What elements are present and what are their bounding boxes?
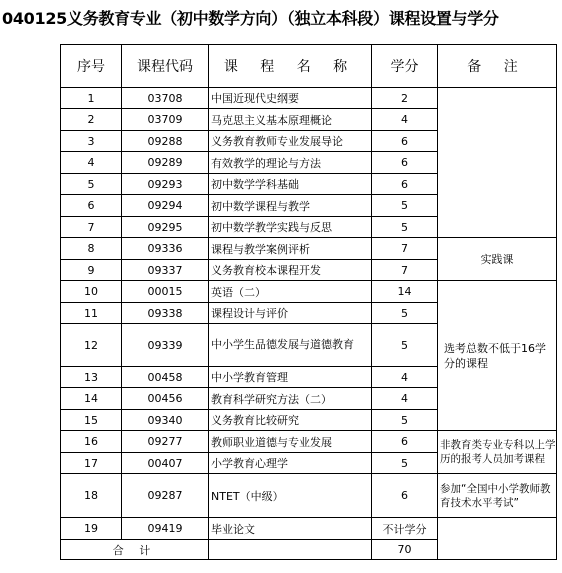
table-row: [61, 474, 557, 518]
cell-name: 中国近现代史纲要: [209, 88, 372, 109]
cell-credit: 不计学分: [372, 518, 438, 540]
cell-credit: 6: [372, 131, 438, 152]
cell-code: 09288: [122, 131, 209, 152]
cell-seq: 2: [61, 109, 122, 131]
cell-seq: 9: [61, 260, 122, 281]
cell-seq: 17: [61, 453, 122, 474]
cell-code: 09338: [122, 303, 209, 324]
header-credit: 学分: [372, 45, 438, 88]
cell-code: 09336: [122, 238, 209, 260]
cell-credit: 5: [372, 303, 438, 324]
cell-credit: 4: [372, 388, 438, 410]
cell-seq: 1: [61, 88, 122, 109]
header-seq: 序号: [61, 45, 122, 88]
cell-credit: 6: [372, 174, 438, 195]
cell-code: 09295: [122, 217, 209, 238]
cell-credit: 7: [372, 238, 438, 260]
cell-seq: 10: [61, 281, 122, 303]
cell-credit: 5: [372, 195, 438, 217]
cell-seq: 13: [61, 367, 122, 388]
cell-credit: 5: [372, 324, 438, 367]
cell-code: 03709: [122, 109, 209, 131]
cell-name: 马克思主义基本原理概论: [209, 109, 372, 131]
header-remark: 备 注: [438, 45, 557, 88]
cell-credit: 4: [372, 109, 438, 131]
cell-credit: 6: [372, 474, 438, 518]
header-code: 课程代码: [122, 45, 209, 88]
cell-name: 课程设计与评价: [209, 303, 372, 324]
cell-name: 初中数学教学实践与反思: [209, 217, 372, 238]
cell-credit: 6: [372, 152, 438, 174]
total-credit: 70: [372, 540, 438, 560]
cell-code: 09287: [122, 474, 209, 518]
remark-non-education: 非教育类专业专科以上学历的报考人员加考课程: [438, 431, 557, 474]
course-table: [60, 44, 557, 560]
cell-code: 09337: [122, 260, 209, 281]
cell-code: 00407: [122, 453, 209, 474]
cell-name: 有效教学的理论与方法: [209, 152, 372, 174]
cell-code: 00456: [122, 388, 209, 410]
cell-seq: 3: [61, 131, 122, 152]
cell-code: 09419: [122, 518, 209, 540]
total-label: 合 计: [61, 540, 209, 560]
cell-name: 教师职业道德与专业发展: [209, 431, 372, 453]
cell-seq: 12: [61, 324, 122, 367]
cell-name: 小学教育心理学: [209, 453, 372, 474]
table-row: [61, 431, 557, 453]
table-row: [61, 518, 557, 540]
remark-ntet: 参加“全国中小学教师教育技术水平考试”: [438, 474, 557, 518]
cell-code: 09294: [122, 195, 209, 217]
cell-name: 中小学教育管理: [209, 367, 372, 388]
remark-elective: 选考总数不低于16学分的课程: [438, 281, 557, 431]
cell-name: 毕业论文: [209, 518, 372, 540]
cell-seq: 5: [61, 174, 122, 195]
cell-name: 中小学生品德发展与道德教育: [209, 324, 372, 367]
cell-seq: 16: [61, 431, 122, 453]
header-name: 课 程 名 称: [209, 45, 372, 88]
cell-seq: 19: [61, 518, 122, 540]
cell-seq: 15: [61, 410, 122, 431]
cell-code: 03708: [122, 88, 209, 109]
cell-name: 初中数学课程与教学: [209, 195, 372, 217]
table-row: [61, 281, 557, 303]
table-row: [61, 88, 557, 109]
cell-code: 00015: [122, 281, 209, 303]
cell-seq: 8: [61, 238, 122, 260]
cell-name: 义务教育校本课程开发: [209, 260, 372, 281]
cell-credit: 5: [372, 453, 438, 474]
remark-empty-bottom: [438, 518, 557, 560]
cell-code: 00458: [122, 367, 209, 388]
total-name-empty: [209, 540, 372, 560]
cell-credit: 5: [372, 217, 438, 238]
table-row: [61, 238, 557, 260]
cell-credit: 6: [372, 431, 438, 453]
cell-seq: 4: [61, 152, 122, 174]
cell-seq: 7: [61, 217, 122, 238]
cell-credit: 5: [372, 410, 438, 431]
remark-practice: 实践课: [438, 238, 557, 281]
cell-code: 09293: [122, 174, 209, 195]
cell-seq: 18: [61, 474, 122, 518]
cell-name: 义务教育教师专业发展导论: [209, 131, 372, 152]
cell-name: 义务教育比较研究: [209, 410, 372, 431]
header-row: [61, 45, 557, 88]
cell-name: 课程与教学案例评析: [209, 238, 372, 260]
cell-name: NTET（中级）: [209, 474, 372, 518]
cell-seq: 6: [61, 195, 122, 217]
cell-seq: 14: [61, 388, 122, 410]
cell-credit: 7: [372, 260, 438, 281]
cell-credit: 14: [372, 281, 438, 303]
cell-code: 09340: [122, 410, 209, 431]
cell-name: 初中数学学科基础: [209, 174, 372, 195]
cell-name: 英语（二）: [209, 281, 372, 303]
cell-code: 09277: [122, 431, 209, 453]
remark-empty: [438, 88, 557, 238]
cell-seq: 11: [61, 303, 122, 324]
page-title: 040125义务教育专业（初中数学方向）（独立本科段）课程设置与学分: [2, 9, 499, 28]
cell-credit: 4: [372, 367, 438, 388]
cell-code: 09339: [122, 324, 209, 367]
cell-code: 09289: [122, 152, 209, 174]
cell-credit: 2: [372, 88, 438, 109]
cell-name: 教育科学研究方法（二）: [209, 388, 372, 410]
